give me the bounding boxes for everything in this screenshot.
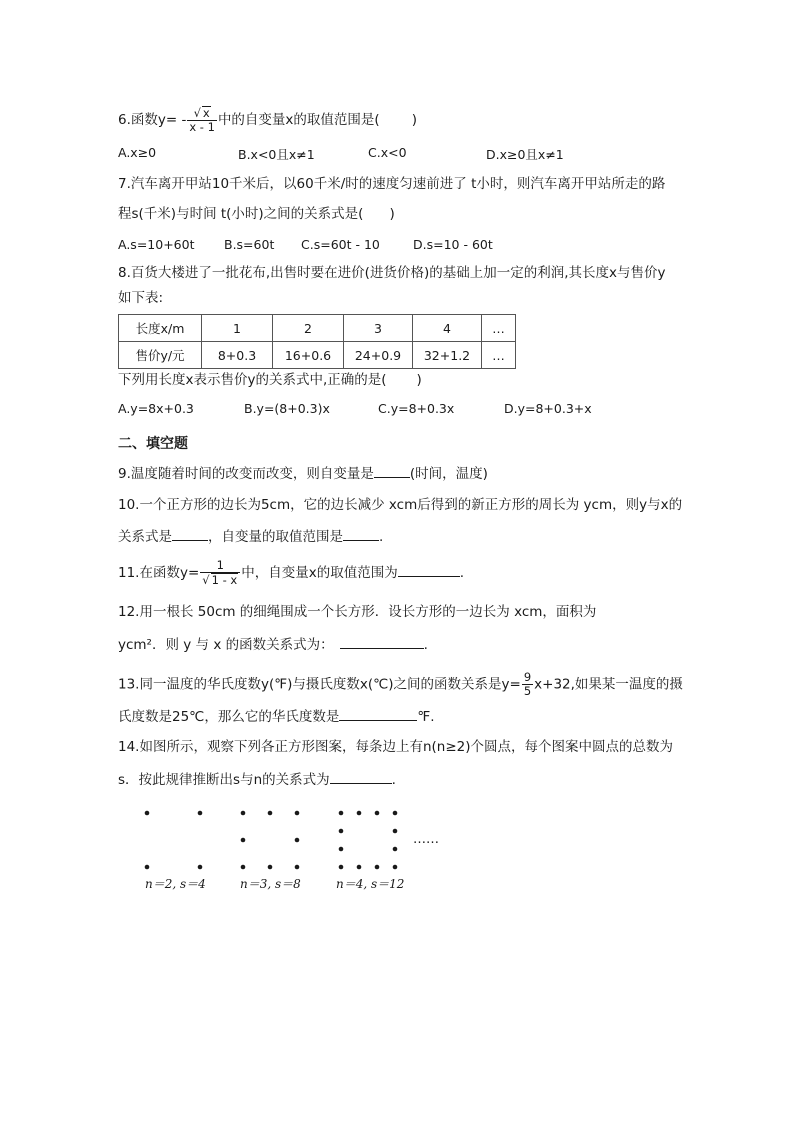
q12-line2a: ycm²．则 y 与 x 的函数关系式为：	[118, 637, 334, 653]
q7-line1: 7.汽车离开甲站10千米后，以60千米/时的速度匀速前进了 t小时，则汽车离开甲站所走的路	[118, 176, 666, 192]
q7-option-c: C.s=60t - 10	[301, 237, 380, 252]
table-cell: 3	[344, 315, 413, 342]
q6-option-c: C.x<0	[368, 145, 407, 160]
table-cell: …	[482, 315, 516, 342]
q13-fraction-denominator: 5	[523, 684, 532, 698]
q9-suffix: (时间，温度)	[409, 466, 488, 482]
q7-option-d: D.s=10 - 60t	[413, 237, 493, 252]
table-cell: 1	[202, 315, 273, 342]
q11-end: .	[459, 565, 464, 581]
q10-line2a: 关系式是	[118, 529, 172, 545]
q10-line1: 10.一个正方形的边长为5cm，它的边长减少 xcm后得到的新正方形的周长为 ycm，则y与x的	[118, 497, 683, 513]
q11-radicand: 1 - x	[211, 573, 238, 587]
q13-prefix: 13.同一温度的华氏度数y(℉)与摄氏度数x(℃)之间的函数关系是y=	[118, 676, 521, 693]
q6-option-b: B.x<0且x≠1	[238, 147, 315, 162]
caption-n4: n＝4, s＝12	[336, 877, 405, 891]
table-cell: 16+0.6	[273, 342, 344, 369]
q8-line3-text: 下列用长度x表示售价y的关系式中,正确的是(	[118, 372, 387, 388]
table-cell: 售价y/元	[119, 342, 202, 369]
q6-suffix: 中的自变量x的取值范围是(	[217, 112, 380, 128]
q6-paren-close: )	[411, 112, 417, 128]
q13-suffix: x+32,如果某一温度的摄	[534, 676, 683, 693]
q11-prefix: 11.在函数y=	[118, 565, 200, 581]
q8-option-b: B.y=(8+0.3)x	[244, 401, 330, 416]
q12-line1: 12.用一根长 50cm 的细绳围成一个长方形．设长方形的一边长为 xcm，面积为	[118, 604, 597, 620]
ellipsis: ……	[413, 832, 439, 847]
q13-line2b: ℉.	[417, 709, 435, 725]
q7-paren-close: )	[389, 206, 395, 222]
q13-line2a: 氏度数是25℃，那么它的华氏度数是	[118, 709, 340, 725]
q10-line2c: .	[379, 529, 384, 545]
table-cell: 4	[413, 315, 482, 342]
table-cell: 8+0.3	[202, 342, 273, 369]
q7-option-a: A.s=10+60t	[118, 237, 195, 252]
dot-pattern-n3	[241, 811, 300, 870]
q8-option-d: D.y=8+0.3+x	[504, 401, 592, 416]
table-cell: 24+0.9	[344, 342, 413, 369]
table-cell: 2	[273, 315, 344, 342]
section-heading: 二、填空题	[118, 436, 188, 452]
q12-line2b: .	[423, 637, 428, 653]
table-cell: 长度x/m	[119, 315, 202, 342]
q10-line2b: ，自变量的取值范围是	[208, 529, 343, 545]
dot-pattern-n4	[339, 811, 398, 870]
caption-n2: n＝2, s＝4	[145, 877, 206, 891]
table-cell: …	[482, 342, 516, 369]
q6-radicand: x	[202, 106, 210, 120]
q13-fraction-numerator: 9	[523, 670, 532, 684]
q6-fraction-numerator: √ x	[193, 106, 210, 120]
q6-option-d: D.x≥0且x≠1	[486, 147, 564, 162]
q14-line2b: .	[391, 772, 396, 788]
q8-paren-close: )	[416, 372, 422, 388]
q8-line1: 8.百货大楼进了一批花布,出售时要在进价(进货价格)的基础上加一定的利润,其长度x与售价y	[118, 265, 666, 281]
q8-line2: 如下表:	[118, 290, 164, 306]
q11-fraction-numerator: 1	[216, 558, 224, 572]
q11-fraction-denominator: √ 1 - x	[200, 572, 240, 587]
q14-line1: 14.如图所示，观察下列各正方形图案，每条边上有n(n≥2)个圆点，每个图案中圆点的总数为	[118, 739, 674, 755]
q6-fraction-denominator: x - 1	[189, 120, 215, 134]
q6-option-a: A.x≥0	[118, 145, 157, 160]
q14-line2a: s．按此规律推断出s与n的关系式为	[118, 772, 330, 788]
table-cell: 32+1.2	[413, 342, 482, 369]
caption-n3: n＝3, s＝8	[240, 877, 301, 891]
q8-option-a: A.y=8x+0.3	[118, 401, 194, 416]
q6-prefix: 6.函数y= -	[118, 112, 187, 128]
q7-option-b: B.s=60t	[224, 237, 275, 252]
dot-pattern-n2	[145, 811, 203, 870]
q11-suffix: 中，自变量x的取值范围为	[241, 565, 398, 581]
q8-option-c: C.y=8+0.3x	[378, 401, 455, 416]
q7-line2-text: 程s(千米)与时间 t(小时)之间的关系式是(	[118, 206, 364, 222]
q9-prefix: 9.温度随着时间的改变而改变，则自变量是	[118, 466, 374, 482]
